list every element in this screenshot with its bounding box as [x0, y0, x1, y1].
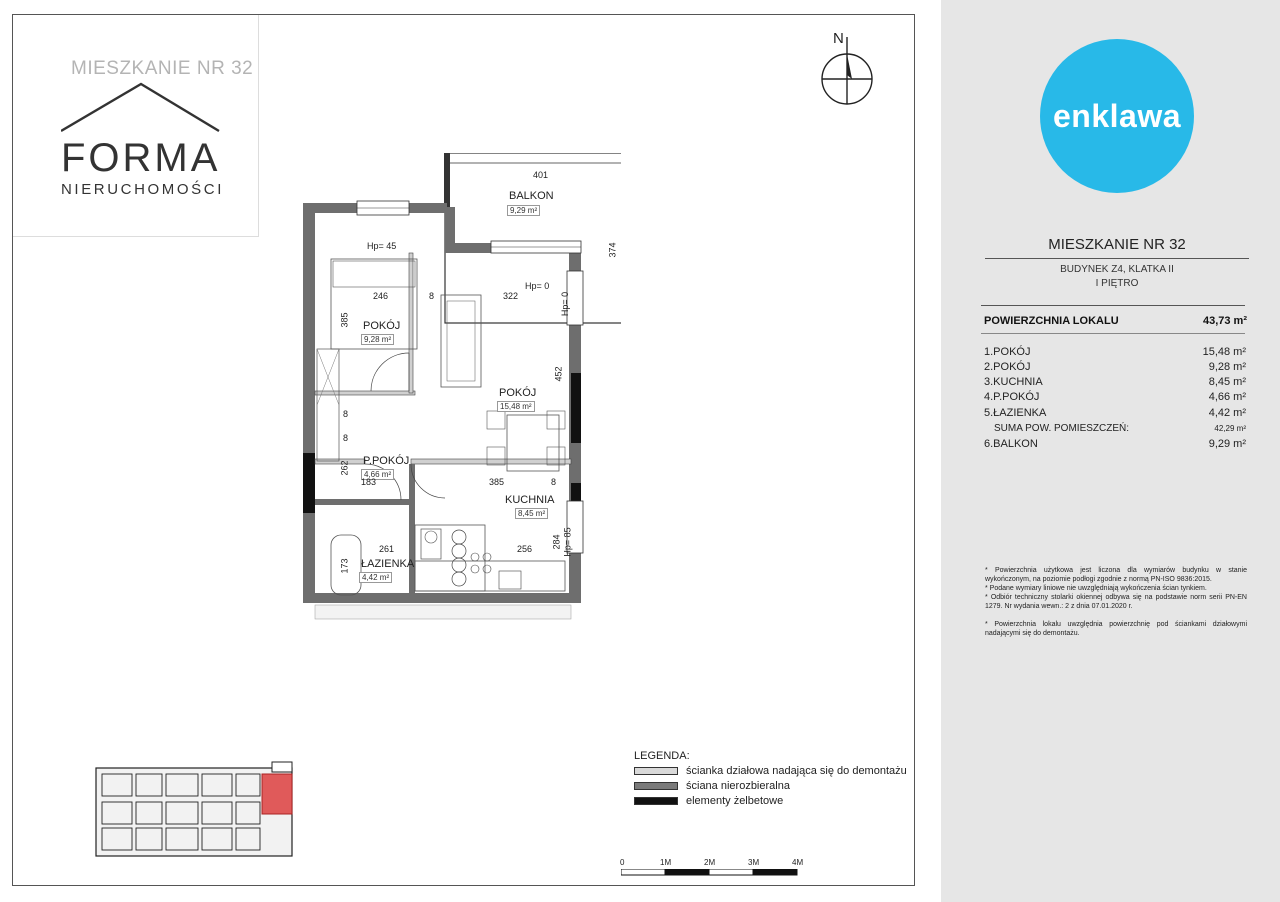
dim-261: 261 — [379, 544, 395, 554]
room-area-name: 1.POKÓJ — [984, 346, 1031, 358]
footnote: * Podane wymiary liniowe nie uwzględniają wykończenia ścian tynkiem. — [985, 585, 1207, 592]
logo-subtitle: NIERUCHOMOŚCI — [61, 181, 224, 198]
room-area-row — [984, 346, 1246, 361]
dim-8-top: 8 — [429, 291, 435, 301]
floor-plan-drawing — [301, 153, 621, 623]
footnote: * Powierzchnia użytkowa jest liczona dla wymiarów budynku w stanie wykończonym, na poziomie podłogi zgodnie z normą PN-ISO 9836:2015. — [985, 567, 1247, 583]
scale-label-2m: 2M — [704, 858, 716, 867]
dim-173: 173 — [339, 558, 350, 574]
room-area-value: 8,45 m² — [1208, 376, 1246, 388]
legend-swatch — [634, 797, 678, 805]
dim-385-horizontal: 385 — [489, 477, 505, 487]
dim-246: 246 — [373, 291, 389, 301]
footnote: * Odbiór techniczny stolarki okiennej odbywa się na podstawie norm serii PN-EN 1279. Nr wydania wewn.: 2 z dnia 07.01.2020 r. — [985, 594, 1247, 610]
dim-hp85: Hp= 85 — [562, 527, 573, 557]
dim-balkon-width: 401 — [533, 170, 549, 180]
divider — [981, 333, 1245, 334]
logo-watermark: MIESZKANIE NR 32 — [71, 58, 254, 79]
room-kuchnia-area: 8,45 m² — [515, 508, 548, 519]
room-area-name: 4.P.POKÓJ — [984, 391, 1040, 403]
dim-8-right: 8 — [551, 477, 557, 487]
divider — [985, 258, 1249, 259]
room-kuchnia-label: KUCHNIA — [505, 494, 555, 506]
divider — [981, 305, 1245, 306]
rooms-sum-label: SUMA POW. POMIESZCZEŃ: — [994, 423, 1130, 434]
dim-balkon-height: 374 — [607, 242, 618, 258]
room-balkon-label: BALKON — [509, 190, 554, 202]
rooms-sum-row — [984, 423, 1246, 438]
dim-256: 256 — [517, 544, 533, 554]
legend-item — [634, 794, 783, 808]
dim-8-left-a: 8 — [343, 409, 349, 419]
room-pokoj-small-label: POKÓJ — [363, 320, 401, 332]
room-balkon-area: 9,29 m² — [507, 205, 540, 216]
room-pokoj-small-area: 9,28 m² — [361, 334, 394, 345]
dim-hp45: Hp= 45 — [367, 241, 397, 251]
building-key-plan — [86, 760, 302, 864]
dim-hp0-top: Hp= 0 — [525, 281, 550, 291]
room-ppokoj-area: 4,66 m² — [361, 469, 394, 480]
room-area-row — [984, 391, 1246, 406]
room-area-name: 3.KUCHNIA — [984, 376, 1043, 388]
dim-284: 284 — [551, 534, 562, 550]
dim-hp0-right: Hp= 0 — [560, 291, 571, 317]
legend-swatch — [634, 767, 678, 775]
room-pokoj-big-label: POKÓJ — [499, 387, 537, 399]
dim-8-left-b: 8 — [343, 433, 349, 443]
dim-385-vertical: 385 — [339, 312, 350, 328]
room-area-value: 9,28 m² — [1208, 361, 1246, 373]
room-area-name: 5.ŁAZIENKA — [984, 407, 1047, 419]
room-area-value: 4,42 m² — [1208, 407, 1246, 419]
room-area-value: 4,66 m² — [1208, 391, 1246, 403]
scale-label-4m: 4M — [792, 858, 804, 867]
room-lazienka-label: ŁAZIENKA — [361, 558, 415, 570]
info-panel — [941, 0, 1280, 902]
roof-icon — [61, 81, 221, 137]
developer-logo — [13, 15, 259, 237]
apartment-floor-plan — [301, 153, 621, 628]
balkon-area-value: 9,29 m² — [1208, 438, 1246, 450]
apartment-floor: I PIĘTRO — [1095, 278, 1139, 289]
legend-label: ścianka działowa nadająca się do demontażu — [686, 765, 907, 777]
scale-label-0: 0 — [620, 858, 625, 867]
apartment-title: MIESZKANIE NR 32 — [1048, 236, 1186, 253]
dim-183: 183 — [361, 477, 377, 487]
scale-label-3m: 3M — [748, 858, 760, 867]
room-pokoj-big-area: 15,48 m² — [497, 401, 535, 412]
scale-bar — [621, 869, 805, 877]
brand-name: enklawa — [1052, 97, 1181, 134]
legend-title: LEGENDA: — [634, 750, 690, 762]
room-area-name: 2.POKÓJ — [984, 361, 1031, 373]
dim-262: 262 — [339, 460, 350, 476]
brand-logo — [1040, 39, 1194, 193]
compass-north-label: N — [833, 30, 844, 47]
balkon-area-name: 6.BALKON — [984, 438, 1038, 450]
scale-label-1m: 1M — [660, 858, 672, 867]
room-lazienka-area: 4,42 m² — [359, 572, 392, 583]
room-area-row — [984, 407, 1246, 422]
room-area-value: 15,48 m² — [1202, 346, 1246, 358]
dim-452: 452 — [553, 366, 564, 382]
dim-322: 322 — [503, 291, 519, 301]
logo-name: FORMA — [61, 136, 221, 180]
room-ppokoj-label: P.POKÓJ — [363, 455, 410, 467]
room-area-row — [984, 376, 1246, 391]
total-area-label: POWIERZCHNIA LOKALU — [984, 315, 1119, 327]
balkon-area-row — [984, 438, 1246, 453]
total-area-value: 43,73 m² — [1202, 315, 1247, 327]
rooms-sum-value: 42,29 m² — [1214, 424, 1246, 433]
compass-icon — [821, 37, 877, 105]
apartment-building: BUDYNEK Z4, KLATKA II — [1060, 264, 1174, 275]
room-area-row — [984, 361, 1246, 376]
legend-label: elementy żelbetowe — [686, 795, 784, 807]
legend-swatch — [634, 782, 678, 790]
footnote: * Powierzchnia lokalu uwzględnia powierzchnię pod ściankami działowymi nadającymi się do demontażu. — [985, 621, 1247, 637]
legend-item — [634, 779, 790, 793]
floor-plan-sheet — [12, 14, 915, 886]
legend-item — [634, 764, 907, 778]
legend-label: ściana nierozbieralna — [686, 780, 790, 792]
